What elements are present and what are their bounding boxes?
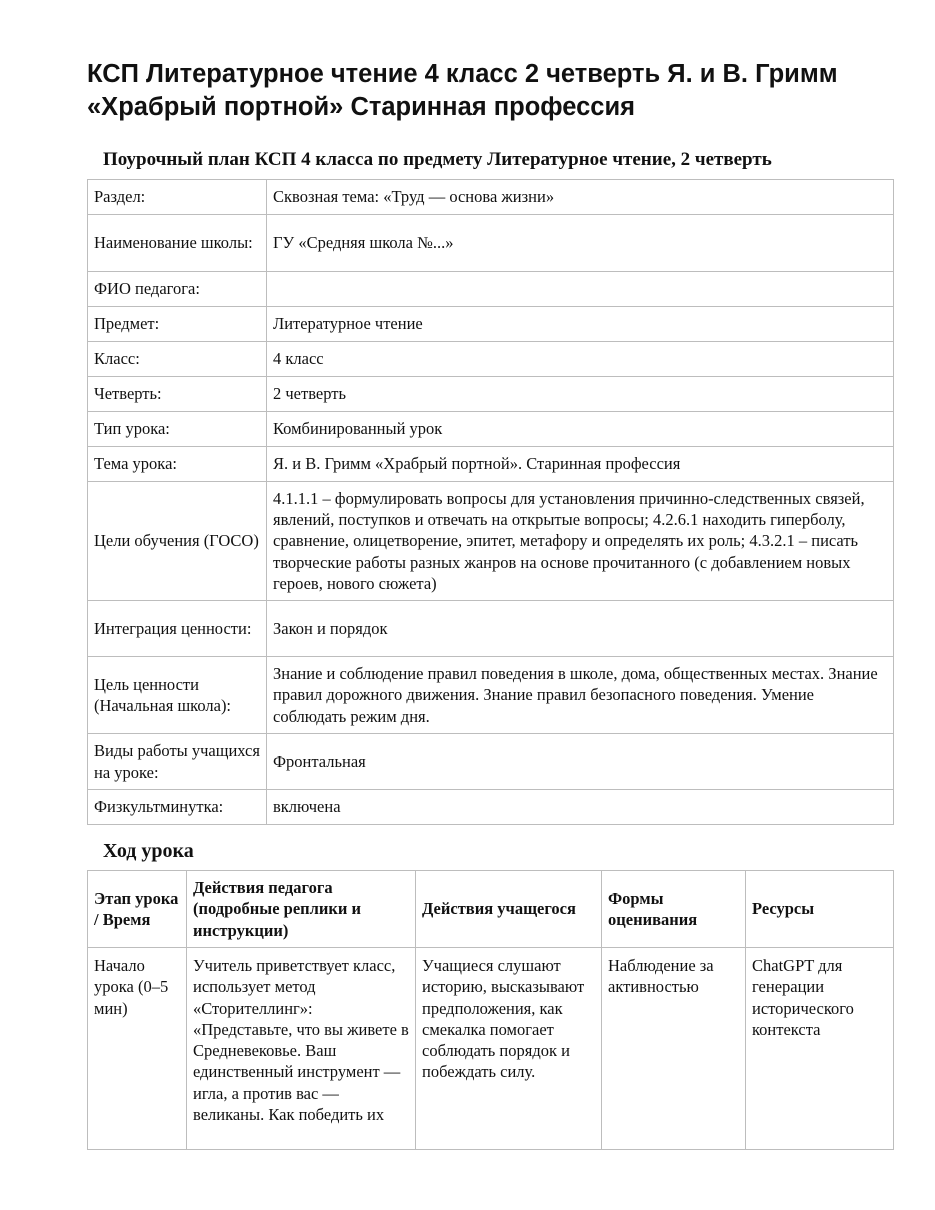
info-value: 2 четверть [267,377,894,412]
info-label: Виды работы учащихся на уроке: [88,734,267,790]
info-label: Четверть: [88,377,267,412]
lesson-steps-table [87,870,894,1150]
lesson-info-table [87,179,894,825]
info-value: Закон и порядок [267,601,894,657]
table-row [88,447,894,482]
table-cell: ChatGPT для генерации исторического контекста [746,948,894,1150]
info-value: 4 класс [267,342,894,377]
column-header: Действия учащегося [416,871,602,948]
info-value: Я. и В. Гримм «Храбрый портной». Старинная профессия [267,447,894,482]
column-header: Этап урока / Время [88,871,187,948]
table-row [88,657,894,734]
info-value: Комбинированный урок [267,412,894,447]
info-label: Тема урока: [88,447,267,482]
info-value: 4.1.1.1 – формулировать вопросы для установления причинно-следственных связей, явлений, поступков и отвечать на открытые вопросы; 4.2.6.1 находить гиперболу, сравнение, олицетворение, эпитет, метафору и определять их роль; 4.3.2.1 – писать творческие работы разных жанров на основе прочитанного (с добавлением новых героев, нового сюжета) [267,482,894,601]
table-cell: Учитель приветствует класс, использует метод «Сторителлинг»: «Представьте, что вы живете в Средневековье. Ваш единственный инструмент — игла, а против вас — великаны. Как победить их [187,948,416,1150]
info-label: Раздел: [88,180,267,215]
table-row [88,734,894,790]
column-header: Ресурсы [746,871,894,948]
plan-heading: Поурочный план КСП 4 класса по предмету Литературное чтение, 2 четверть [103,149,772,170]
table-cell: Учащиеся слушают историю, высказывают предположения, как смекалка помогает соблюдать порядок и побеждать силу. [416,948,602,1150]
info-label: Наименование школы: [88,215,267,272]
info-label: Тип урока: [88,412,267,447]
info-label: Цель ценности (Начальная школа): [88,657,267,734]
info-label: Физкультминутка: [88,790,267,825]
table-row [88,180,894,215]
table-row [88,482,894,601]
info-value: включена [267,790,894,825]
info-value: ГУ «Средняя школа №...» [267,215,894,272]
table-row [88,377,894,412]
info-value: Литературное чтение [267,307,894,342]
info-value: Знание и соблюдение правил поведения в школе, дома, общественных местах. Знание правил дорожного движения. Знание правил безопасного поведения. Умение соблюдать режим дня. [267,657,894,734]
info-value: Сквозная тема: «Труд — основа жизни» [267,180,894,215]
info-label: Интеграция ценности: [88,601,267,657]
info-value [267,272,894,307]
document-title: КСП Литературное чтение 4 класс 2 четверть Я. и В. Гримм «Храбрый портной» Старинная профессия [87,60,838,121]
column-header: Действия педагога (подробные реплики и инструкции) [187,871,416,948]
table-row [88,272,894,307]
column-header: Формы оценивания [602,871,746,948]
info-label: Класс: [88,342,267,377]
info-label: Предмет: [88,307,267,342]
info-value: Фронтальная [267,734,894,790]
table-cell: Начало урока (0–5 мин) [88,948,187,1150]
table-row [88,790,894,825]
table-row [88,601,894,657]
table-row [88,215,894,272]
table-row [88,307,894,342]
lesson-progress-heading: Ход урока [103,840,194,862]
table-row [88,342,894,377]
table-row [88,412,894,447]
table-cell: Наблюдение за активностью [602,948,746,1150]
info-label: ФИО педагога: [88,272,267,307]
info-label: Цели обучения (ГОСО) [88,482,267,601]
table-row [88,948,894,1150]
table-header-row [88,871,894,948]
